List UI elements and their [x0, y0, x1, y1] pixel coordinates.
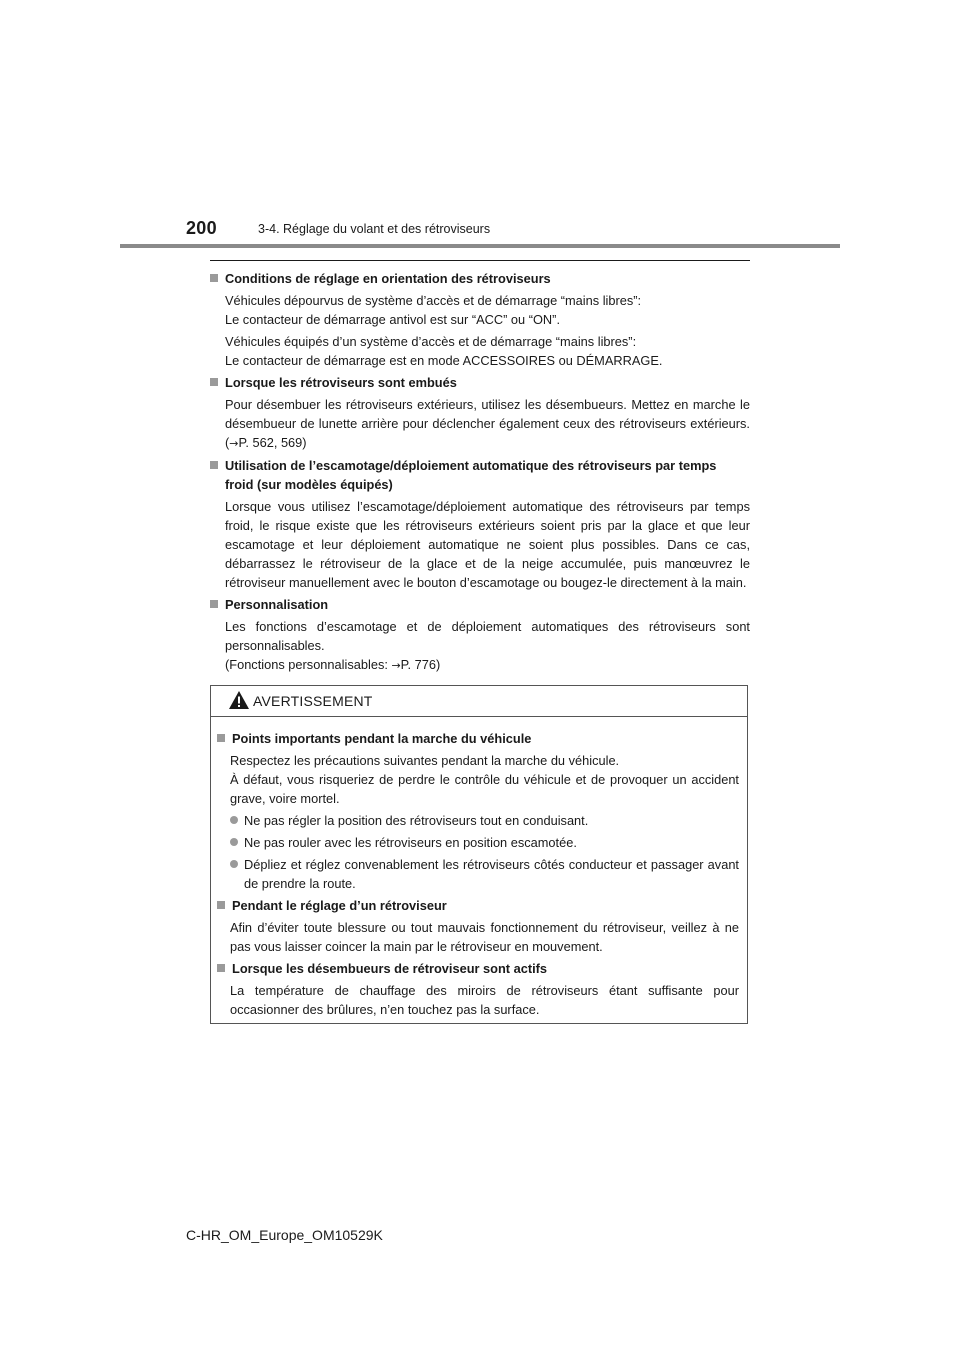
note-heading: [210, 269, 750, 288]
warning-paragraph: Afin d’éviter toute blessure ou tout mauvais fonctionnement du rétroviseur, veillez à ne pas vous laisser coincer la main par le rétroviseur en mouvement.: [230, 920, 739, 954]
note-heading-text: Utilisation de l’escamotage/déploiement automatique des rétroviseurs par temps: [225, 458, 717, 473]
section-title: 3-4. Réglage du volant et des rétroviseurs: [258, 222, 491, 236]
warning-item: [217, 896, 739, 956]
square-bullet-icon: [210, 274, 218, 282]
content-rule: [210, 260, 750, 261]
document-id: C-HR_OM_Europe_OM10529K: [186, 1227, 383, 1243]
page-number: 200: [186, 218, 217, 238]
circle-bullet-icon: [230, 860, 238, 868]
note-heading: [210, 595, 750, 614]
warning-bullet-text: Ne pas rouler avec les rétroviseurs en position escamotée.: [244, 835, 577, 850]
warning-item: [217, 959, 739, 1019]
note-line: Véhicules équipés d’un système d’accès et de démarrage “mains libres”:: [225, 334, 637, 349]
warning-heading-text: Points importants pendant la marche du véhicule: [232, 731, 532, 746]
note-paragraph: [225, 332, 750, 370]
square-bullet-icon: [210, 378, 218, 386]
note-heading-text: Conditions de réglage en orientation des rétroviseurs: [225, 271, 551, 286]
warning-bullet: [230, 833, 739, 852]
note-line: Le contacteur de démarrage est en mode ACCESSOIRES ou DÉMARRAGE.: [225, 353, 663, 368]
notes-section: [210, 269, 750, 678]
square-bullet-icon: [217, 734, 225, 742]
note-text: (Fonctions personnalisables:: [225, 657, 392, 672]
header-rule: [120, 244, 840, 248]
circle-bullet-icon: [230, 838, 238, 846]
note-heading-text: Personnalisation: [225, 597, 329, 612]
warning-paragraph: [230, 751, 739, 808]
note-item: [210, 595, 750, 675]
warning-bullet: [230, 855, 739, 893]
note-paragraph: Lorsque vous utilisez l’escamotage/déploiement automatique des rétroviseurs par temps froid, le risque existe que les rétroviseurs extérieurs soient pris par la glace et que leur escamotage et leur déploiement automatique ne soient plus possibles. Dans ce cas, débarrassez le rétroviseur de la glace et de la neige accumulée, puis manœuvrez le rétroviseur manuellement avec le bouton d’escamotage ou bougez-le directement à la main.: [225, 499, 750, 590]
warning-heading: [217, 896, 739, 915]
note-heading-text: Lorsque les rétroviseurs sont embués: [225, 375, 457, 390]
note-item: [210, 373, 750, 453]
warning-line: À défaut, vous risqueriez de perdre le contrôle du véhicule et de provoquer un accident grave, voire mortel.: [230, 772, 739, 806]
note-heading: [210, 373, 750, 392]
square-bullet-icon: [217, 964, 225, 972]
note-text: Pour désembuer les rétroviseurs extérieurs, utilisez les désembueurs. Mettez en marche le désembueur de lunette arrière pour déclencher également ceux des rétroviseurs extérieurs. (: [225, 397, 750, 450]
warning-bullet-text: Ne pas régler la position des rétroviseurs tout en conduisant.: [244, 813, 589, 828]
note-line: Le contacteur de démarrage antivol est sur “ACC” ou “ON”.: [225, 312, 560, 327]
warning-bullet-text: Dépliez et réglez convenablement les rétroviseurs côtés conducteur et passager avant de prendre la route.: [244, 857, 739, 891]
note-heading: [210, 456, 750, 494]
note-text: Les fonctions d’escamotage et de déploiement automatiques des rétroviseurs sont personnalisables.: [225, 619, 750, 653]
note-paragraph: [225, 395, 750, 453]
note-paragraph: [225, 291, 750, 329]
warning-header: [211, 686, 747, 717]
note-heading-text: froid (sur modèles équipés): [225, 477, 393, 492]
warning-bullet: [230, 811, 739, 830]
note-item: [210, 269, 750, 370]
circle-bullet-icon: [230, 816, 238, 824]
warning-heading-text: Pendant le réglage d’un rétroviseur: [232, 898, 447, 913]
warning-heading-text: Lorsque les désembueurs de rétroviseur sont actifs: [232, 961, 548, 976]
square-bullet-icon: [217, 901, 225, 909]
warning-box: [210, 685, 748, 1024]
warning-heading: [217, 959, 739, 978]
warning-line: Respectez les précautions suivantes pendant la marche du véhicule.: [230, 753, 620, 768]
note-item: [210, 456, 750, 592]
arrow-icon: →: [391, 659, 401, 672]
page-reference-link[interactable]: P. 562, 569): [238, 435, 307, 450]
warning-triangle-icon: [228, 690, 250, 715]
square-bullet-icon: [210, 461, 218, 469]
arrow-icon: →: [229, 437, 239, 450]
warning-item: [217, 729, 739, 893]
warning-heading: [217, 729, 739, 748]
square-bullet-icon: [210, 600, 218, 608]
note-line: Véhicules dépourvus de système d’accès et de démarrage “mains libres”:: [225, 293, 642, 308]
warning-paragraph: La température de chauffage des miroirs de rétroviseurs étant suffisante pour occasionner des brûlures, n’en touchez pas la surface.: [230, 983, 739, 1017]
page-reference-link[interactable]: P. 776): [400, 657, 441, 672]
warning-label: AVERTISSEMENT: [253, 693, 373, 709]
note-paragraph: [225, 617, 750, 675]
